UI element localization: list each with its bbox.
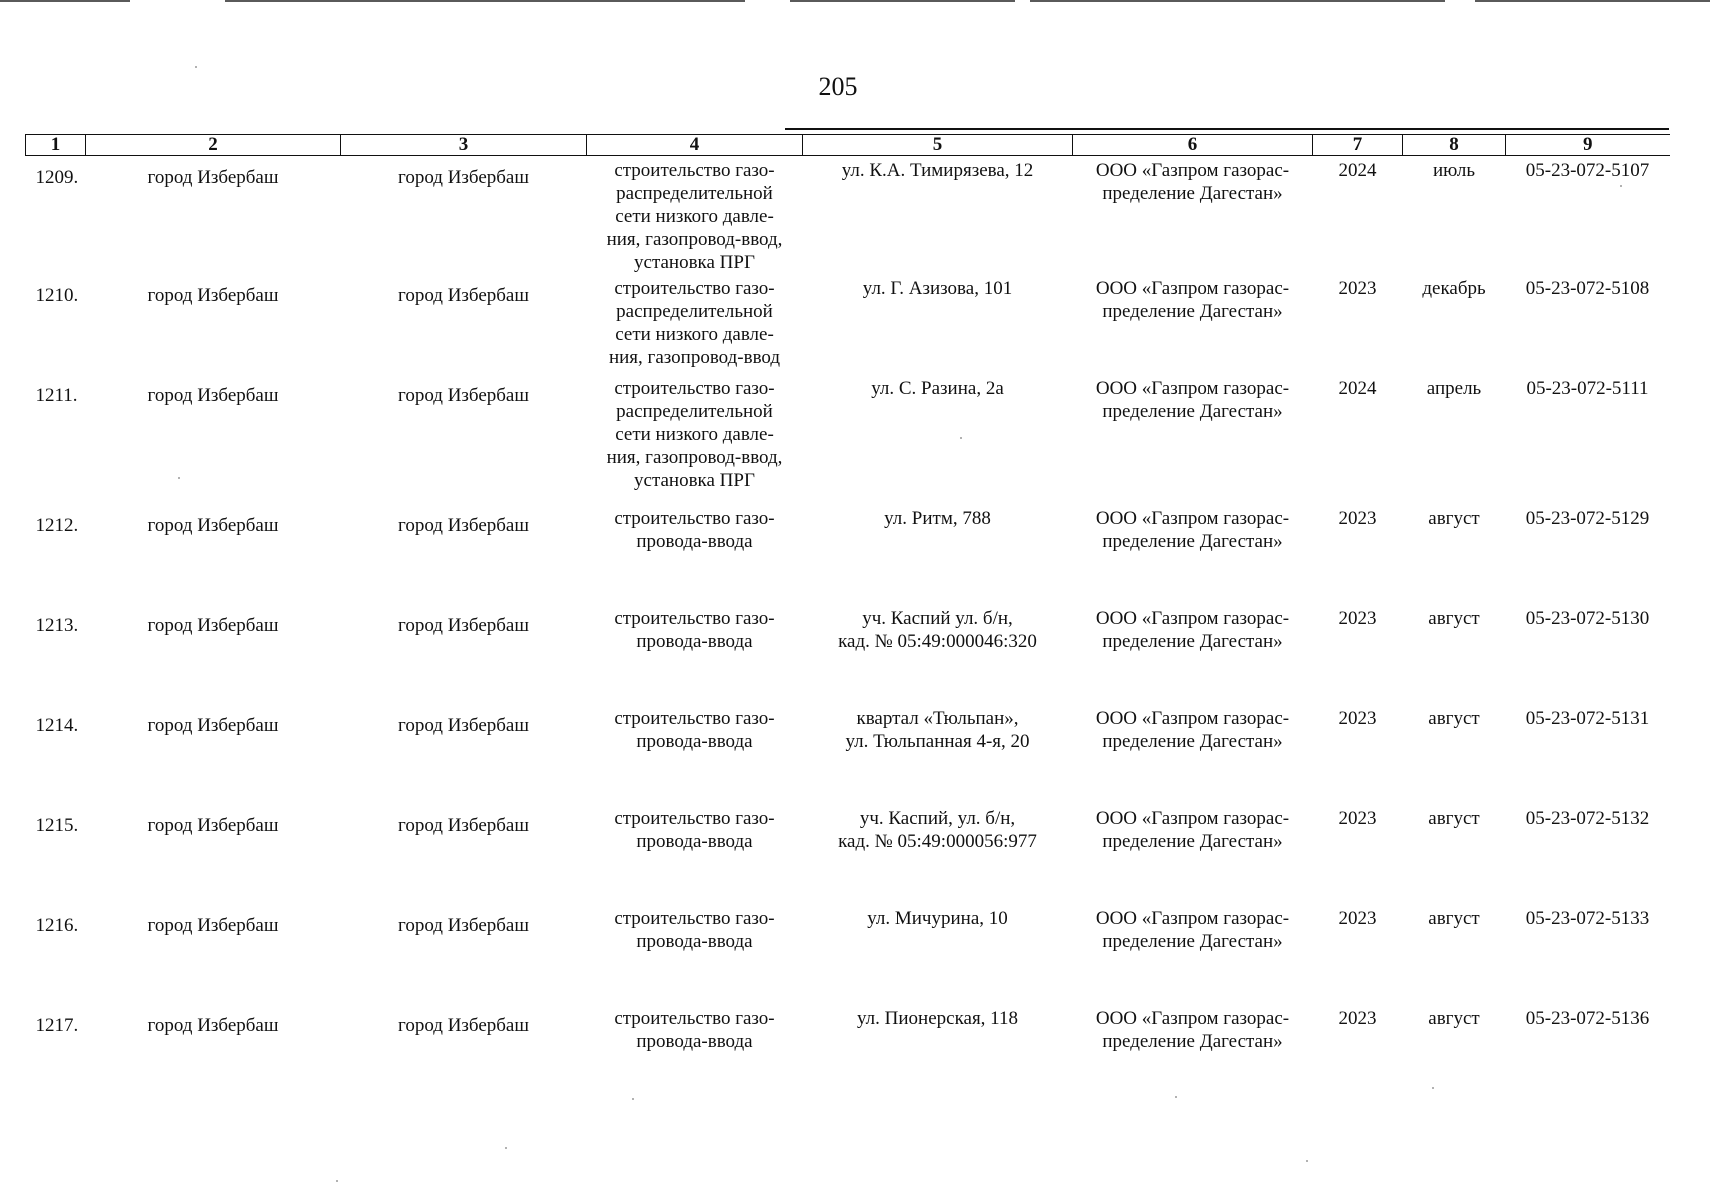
table-header [26,135,1670,156]
row-number [26,704,86,804]
work-type-cell-line: строительство газо- [614,1008,775,1029]
district-cell-line: город Избербаш [147,515,279,536]
settlement-cell-line: город Избербаш [398,715,529,736]
year-cell [1313,156,1403,275]
work-type-cell-line: строительство газо- [614,278,775,299]
project-code-cell-line: 05-23-072-5133 [1525,908,1650,929]
organization-cell [1073,904,1313,1004]
organization-cell [1073,374,1313,504]
organization-cell [1073,804,1313,904]
work-type-cell [587,374,803,504]
scan-speck [632,1098,634,1100]
work-type-cell-line: провода-ввода [636,831,753,852]
month-cell [1403,904,1506,1004]
scan-edge-line [1475,0,1710,2]
settlement-cell-line: город Избербаш [398,615,529,636]
scan-speck [1175,1096,1177,1098]
scan-speck [178,477,180,479]
work-type-cell-line: строительство газо- [614,378,775,399]
year-cell-line: 2023 [1338,908,1377,929]
organization-cell-line: пределение Дагестан» [1102,931,1283,952]
district-cell-line: город Избербаш [147,1015,279,1036]
settlement-cell [341,704,587,804]
work-type-cell-line: строительство газо- [614,160,775,181]
work-type-cell [587,904,803,1004]
year-cell-line: 2023 [1338,508,1377,529]
work-type-cell-line: провода-ввода [636,931,753,952]
settlement-cell [341,904,587,1004]
organization-cell-line: ООО «Газпром газорас- [1095,278,1290,299]
district-cell [86,504,341,604]
month-cell-line: август [1428,808,1480,829]
month-cell-line: август [1428,1008,1480,1029]
district-cell-line: город Избербаш [147,815,279,836]
row-number-line: 1212. [35,515,79,536]
project-code-cell [1506,156,1670,275]
year-cell [1313,274,1403,374]
table-row [26,274,1670,374]
organization-cell-line: ООО «Газпром газорас- [1095,378,1290,399]
address-cell-line: квартал «Тюльпан», [856,708,1019,729]
year-cell-line: 2023 [1338,1008,1377,1029]
column-header-2: 2 [86,135,341,156]
organization-cell [1073,604,1313,704]
project-code-cell [1506,1004,1670,1094]
organization-cell-line: ООО «Газпром газорас- [1095,160,1290,181]
organization-cell-line: ООО «Газпром газорас- [1095,708,1290,729]
district-cell [86,274,341,374]
scan-speck [1620,185,1622,187]
settlement-cell [341,374,587,504]
table-body [26,156,1670,1095]
row-number [26,504,86,604]
work-type-cell [587,804,803,904]
page-number: 205 [818,72,858,101]
project-code-cell-line: 05-23-072-5136 [1525,1008,1650,1029]
district-cell [86,374,341,504]
scan-speck [1306,1160,1308,1162]
organization-cell-line: ООО «Газпром газорас- [1095,908,1290,929]
address-cell [803,274,1073,374]
address-cell-line: уч. Каспий ул. б/н, [862,608,1013,629]
month-cell [1403,1004,1506,1094]
settlement-cell [341,274,587,374]
year-cell [1313,504,1403,604]
month-cell [1403,504,1506,604]
scan-edge-line [1030,0,1445,2]
column-header-9: 9 [1506,135,1670,156]
project-code-cell [1506,904,1670,1004]
row-number [26,274,86,374]
work-type-cell [587,704,803,804]
month-cell [1403,704,1506,804]
row-number [26,156,86,275]
work-type-cell-line: сети низкого давле- [615,424,774,445]
address-cell-line: ул. Тюльпанная 4-я, 20 [845,731,1030,752]
month-cell-line: август [1428,608,1480,629]
row-number-line: 1216. [35,915,79,936]
work-type-cell-line: сети низкого давле- [615,324,774,345]
table-row [26,804,1670,904]
scan-speck [336,1180,338,1182]
row-number-line: 1213. [35,615,79,636]
table-row [26,1004,1670,1094]
work-type-cell-line: ния, газопровод-ввод, [606,447,783,468]
work-type-cell-line: провода-ввода [636,531,753,552]
table-row [26,604,1670,704]
organization-cell-line: ООО «Газпром газорас- [1095,1008,1290,1029]
project-code-cell-line: 05-23-072-5108 [1525,278,1650,299]
settlement-cell-line: город Избербаш [398,385,529,406]
address-cell-line: ул. К.А. Тимирязева, 12 [841,160,1034,181]
work-type-cell [587,274,803,374]
registry-table [25,134,1670,1094]
project-code-cell [1506,804,1670,904]
row-number-line: 1215. [35,815,79,836]
address-cell [803,604,1073,704]
organization-cell-line: ООО «Газпром газорас- [1095,808,1290,829]
organization-cell [1073,704,1313,804]
work-type-cell [587,604,803,704]
district-cell-line: город Избербаш [147,915,279,936]
year-cell [1313,704,1403,804]
organization-cell-line: пределение Дагестан» [1102,531,1283,552]
year-cell [1313,1004,1403,1094]
row-number [26,904,86,1004]
project-code-cell-line: 05-23-072-5131 [1525,708,1650,729]
header-rule [785,128,1669,130]
district-cell [86,1004,341,1094]
row-number-line: 1214. [35,715,79,736]
work-type-cell-line: строительство газо- [614,808,775,829]
column-header-3: 3 [341,135,587,156]
address-cell-line: ул. Г. Азизова, 101 [862,278,1013,299]
organization-cell [1073,156,1313,275]
work-type-cell-line: строительство газо- [614,608,775,629]
settlement-cell-line: город Избербаш [398,167,529,188]
month-cell-line: август [1428,508,1480,529]
table-row [26,904,1670,1004]
settlement-cell-line: город Избербаш [398,285,529,306]
year-cell [1313,604,1403,704]
month-cell [1403,374,1506,504]
address-cell-line: ул. С. Разина, 2а [871,378,1004,399]
settlement-cell-line: город Избербаш [398,915,529,936]
project-code-cell [1506,274,1670,374]
year-cell [1313,904,1403,1004]
organization-cell [1073,504,1313,604]
table-row [26,156,1670,275]
district-cell [86,904,341,1004]
work-type-cell-line: установка ПРГ [634,252,755,273]
address-cell [803,156,1073,275]
scan-speck [195,66,197,68]
month-cell [1403,804,1506,904]
row-number [26,804,86,904]
work-type-cell-line: установка ПРГ [634,470,755,491]
project-code-cell-line: 05-23-072-5111 [1526,378,1649,399]
year-cell [1313,804,1403,904]
address-cell-line: ул. Мичурина, 10 [867,908,1008,929]
column-header-6: 6 [1073,135,1313,156]
work-type-cell-line: провода-ввода [636,631,753,652]
district-cell [86,804,341,904]
year-cell-line: 2023 [1338,808,1377,829]
work-type-cell-line: распределительной [616,183,773,204]
organization-cell-line: пределение Дагестан» [1102,731,1283,752]
organization-cell-line: пределение Дагестан» [1102,1031,1283,1052]
address-cell-line: кад. № 05:49:000056:977 [838,831,1037,852]
district-cell [86,604,341,704]
column-header-1: 1 [26,135,86,156]
project-code-cell-line: 05-23-072-5129 [1525,508,1650,529]
address-cell [803,504,1073,604]
year-cell-line: 2024 [1338,378,1377,399]
address-cell [803,374,1073,504]
address-cell [803,704,1073,804]
column-header-5: 5 [803,135,1073,156]
district-cell-line: город Избербаш [147,385,279,406]
settlement-cell [341,504,587,604]
address-cell [803,904,1073,1004]
scan-edge-line [225,0,745,2]
month-cell-line: апрель [1426,378,1482,399]
organization-cell-line: пределение Дагестан» [1102,631,1283,652]
month-cell [1403,604,1506,704]
address-cell-line: ул. Пионерская, 118 [857,1008,1018,1029]
project-code-cell-line: 05-23-072-5132 [1525,808,1650,829]
month-cell [1403,274,1506,374]
organization-cell-line: ООО «Газпром газорас- [1095,508,1290,529]
scan-edge-line [790,0,1015,2]
work-type-cell-line: ния, газопровод-ввод, [606,229,783,250]
district-cell [86,156,341,275]
year-cell-line: 2023 [1338,608,1377,629]
project-code-cell [1506,704,1670,804]
organization-cell [1073,1004,1313,1094]
row-number-line: 1209. [35,167,79,188]
district-cell-line: город Избербаш [147,715,279,736]
district-cell-line: город Избербаш [147,167,279,188]
address-cell-line: уч. Каспий, ул. б/н, [859,808,1016,829]
project-code-cell [1506,374,1670,504]
settlement-cell-line: город Избербаш [398,515,529,536]
settlement-cell [341,804,587,904]
work-type-cell-line: распределительной [616,401,773,422]
year-cell [1313,374,1403,504]
scan-speck [505,1147,507,1149]
row-number-line: 1211. [35,385,78,406]
organization-cell-line: ООО «Газпром газорас- [1095,608,1290,629]
settlement-cell [341,604,587,704]
organization-cell-line: пределение Дагестан» [1102,831,1283,852]
organization-cell-line: пределение Дагестан» [1102,301,1283,322]
organization-cell-line: пределение Дагестан» [1102,401,1283,422]
month-cell [1403,156,1506,275]
work-type-cell-line: распределительной [616,301,773,322]
district-cell-line: город Избербаш [147,285,279,306]
row-number-line: 1217. [35,1015,79,1036]
project-code-cell [1506,504,1670,604]
work-type-cell-line: провода-ввода [636,1031,753,1052]
column-header-7: 7 [1313,135,1403,156]
work-type-cell-line: строительство газо- [614,508,775,529]
district-cell [86,704,341,804]
scan-edge-line [0,0,130,2]
district-cell-line: город Избербаш [147,615,279,636]
project-code-cell [1506,604,1670,704]
work-type-cell [587,156,803,275]
scan-speck [960,437,962,439]
project-code-cell-line: 05-23-072-5130 [1525,608,1650,629]
work-type-cell-line: провода-ввода [636,731,753,752]
work-type-cell-line: сети низкого давле- [615,206,774,227]
month-cell-line: август [1428,908,1480,929]
settlement-cell [341,1004,587,1094]
work-type-cell [587,504,803,604]
organization-cell-line: пределение Дагестан» [1102,183,1283,204]
month-cell-line: июль [1432,160,1476,181]
scan-speck [1432,1087,1434,1089]
work-type-cell-line: строительство газо- [614,708,775,729]
row-number-line: 1210. [35,285,79,306]
row-number [26,1004,86,1094]
settlement-cell [341,156,587,275]
table-row [26,704,1670,804]
year-cell-line: 2023 [1338,708,1377,729]
month-cell-line: декабрь [1422,278,1486,299]
row-number [26,604,86,704]
work-type-cell-line: строительство газо- [614,908,775,929]
settlement-cell-line: город Избербаш [398,1015,529,1036]
address-cell-line: ул. Ритм, 788 [884,508,991,529]
settlement-cell-line: город Избербаш [398,815,529,836]
organization-cell [1073,274,1313,374]
work-type-cell [587,1004,803,1094]
month-cell-line: август [1428,708,1480,729]
project-code-cell-line: 05-23-072-5107 [1525,160,1650,181]
year-cell-line: 2023 [1338,278,1377,299]
header-row [26,135,1670,156]
address-cell [803,1004,1073,1094]
column-header-4: 4 [587,135,803,156]
year-cell-line: 2024 [1338,160,1377,181]
table-row [26,504,1670,604]
row-number [26,374,86,504]
table-row [26,374,1670,504]
address-cell-line: кад. № 05:49:000046:320 [838,631,1037,652]
address-cell [803,804,1073,904]
work-type-cell-line: ния, газопровод-ввод [608,347,781,368]
column-header-8: 8 [1403,135,1506,156]
